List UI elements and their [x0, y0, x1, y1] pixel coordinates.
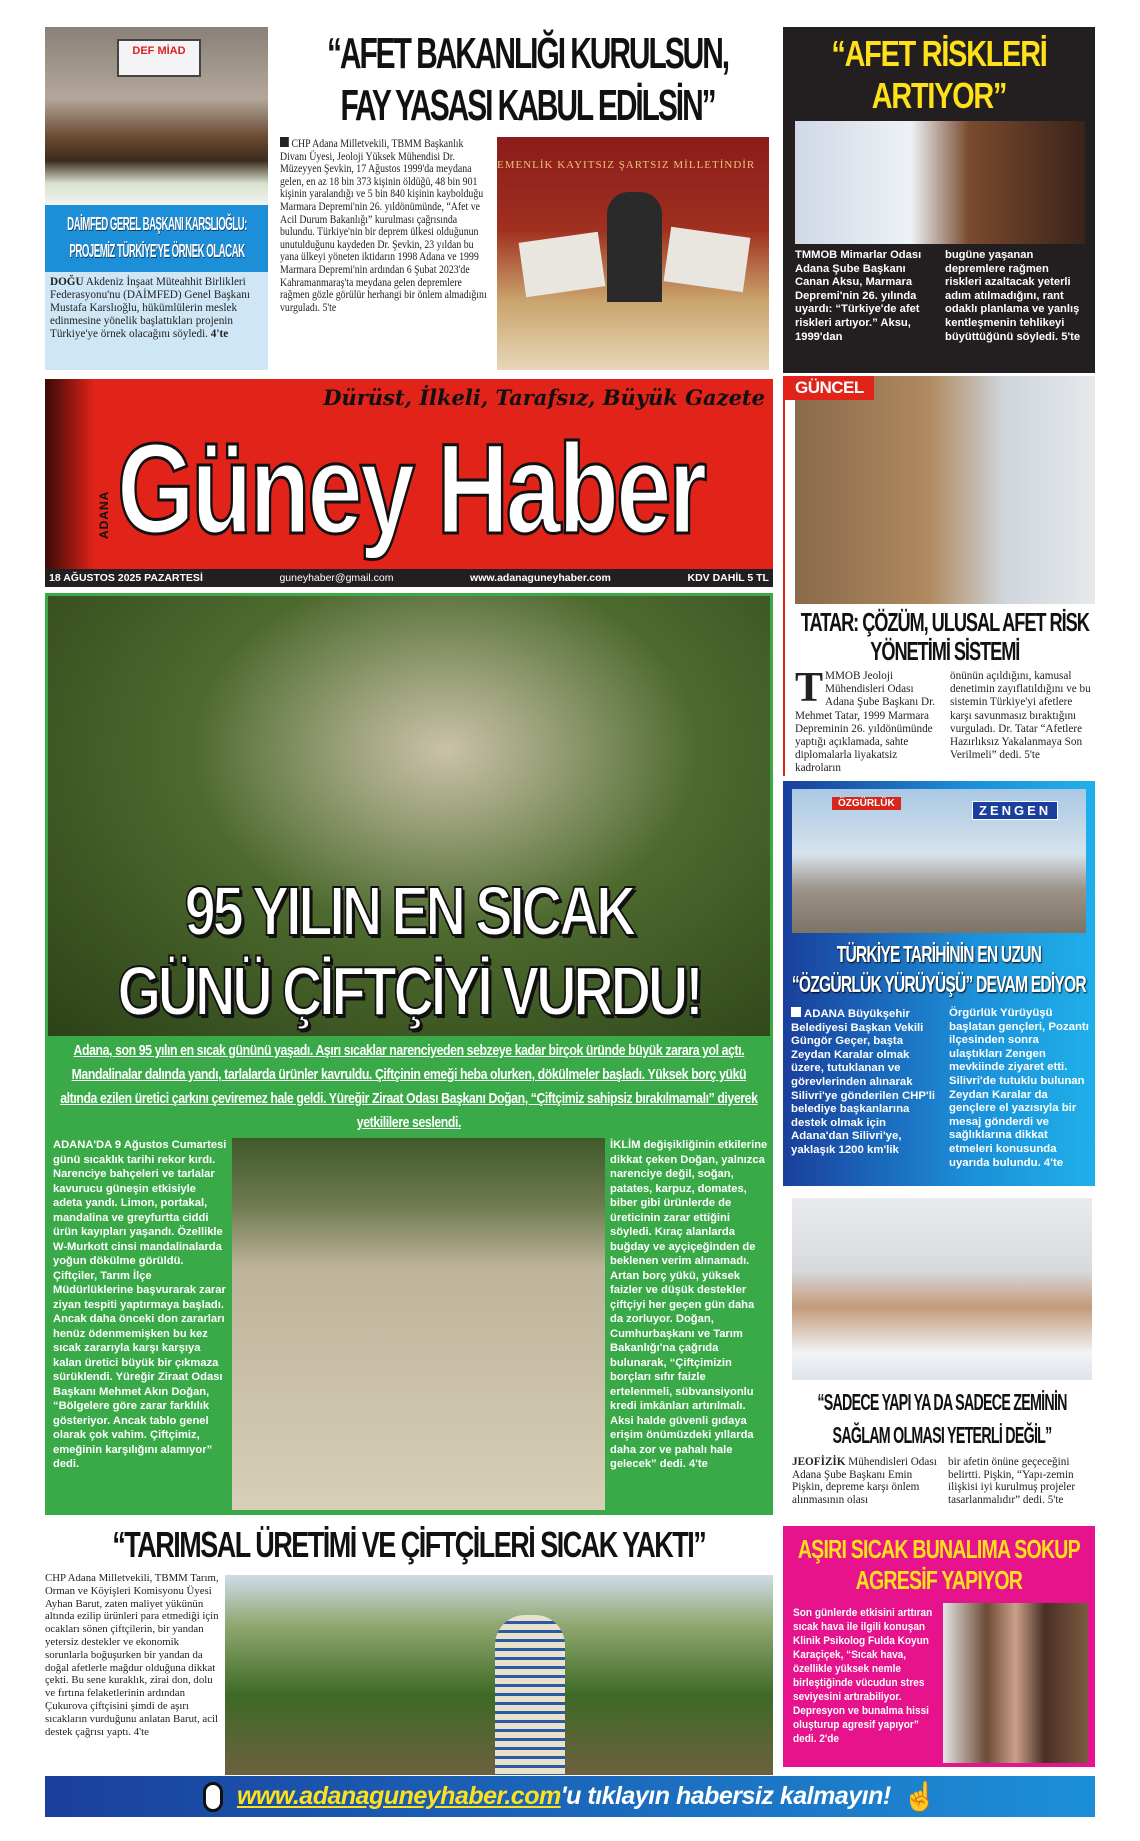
email-link[interactable]: guneyhaber@gmail.com: [279, 572, 394, 584]
slogan: Dürüst, İlkeli, Tarafsız, Büyük Gazete: [323, 385, 765, 410]
cursor-hand-icon: ☝: [902, 1781, 938, 1812]
aksu-photo: [795, 121, 1085, 244]
ataturk-silhouette: [45, 379, 95, 569]
barut-photo: [225, 1575, 773, 1775]
barut-article: CHP Adana Milletvekili, TBMM Tarım, Orman ve Köyişleri Komisyonu Üyesi Ayhan Barut, zaten maliyet yükünün altında ezilip ürünleri para etmediği için ocakları sönen çiftçilerin, bir yandan yetersiz destekler ve ekonomik sorunlarla boğuşurken bir yandan da doğal afetlerle mağdur olduğuna dikkat çekti. Bu sene kuraklık, zirai don, dolu ve fırtına felaketlerinin ardından Çukurova çiftçisini şimdi de aşırı sıcakların vurduğunu anlatan Barut, acil destek çağrısı yaptı. 4'te: [45, 1572, 219, 1738]
screen-text: DEF MİAD: [117, 39, 201, 77]
main-story: [45, 593, 773, 1515]
masthead: [45, 379, 773, 569]
zemin-headline: “SADECE YAPI YA DA SADECE ZEMİNİN SAĞLAM OLMASI YETERLİ DEĞİL”: [817, 1389, 1067, 1448]
zemin-col2: bir afetin önüne geçeceğini belirtti. Pişkin, “Yapı-zemin ilişkisi iyi kurulmuş projeler tasarlanmalıdır” dedi. 5'te: [948, 1456, 1076, 1506]
dry-field-photo: [232, 1138, 605, 1510]
psych-box: [783, 1526, 1095, 1767]
march-col2: Örgürlük Yürüyüşü başlatan gençleri, Pozantı ilçesinden sonra ulaştıkları Zengen mevkiinde ziyaret etti. Silivri'de tutuklu bulunan Zeydan Karalar da gençlere el yazısıyla bir mesaj gönderdi ve sağlıklarına dikkat etmeleri konusunda uyarıda bulundu. 4'te: [949, 1007, 1089, 1169]
zemin-col1: JEOFİZİK Mühendisleri Odası Adana Şube Başkanı Emin Pişkin, depreme karşı önlem alınmasının olası: [792, 1456, 937, 1506]
guncel-tag: GÜNCEL: [785, 376, 874, 400]
footer-site[interactable]: www.adanaguneyhaber.com: [236, 1782, 561, 1810]
footer-tail: 'u tıklayın habersiz kalmayın!: [560, 1782, 891, 1810]
parliament-banner: EMENLİK KAYITSIZ ŞARTSIZ MİLLETİNDİR: [497, 159, 756, 171]
masthead-strip: [45, 569, 773, 587]
newspaper-name: Güney Haber: [117, 418, 705, 561]
guncel-section: [783, 376, 1095, 776]
tatar-photo: [795, 376, 1095, 604]
website-link[interactable]: www.adanaguneyhaber.com: [470, 572, 611, 584]
tatar-col1: TMMOB Jeoloji Mühendisleri Odası Adana Şube Başkanı Dr. Mehmet Tatar, 1999 Marmara Depreminin 26. yıldönümünde yaptığı açıklamada, sahte diplomalarla liyakatsiz kadroların: [795, 665, 936, 775]
sevkin-article: CHP Adana Milletvekili, TBMM Başkanlık Divanı Üyesi, Jeoloji Yüksek Mühendisi Dr. Müzeyyen Şevkin, 17 Ağustos 1999'da meydana gelen, en az 18 bin 373 kişinin öldüğü, 48 bin 901 kişinin yaralandığı ve 5 bin 840 kişinin kaybolduğu Marmara Depremi'nin 26. yıldönümünde, “Afet ve Acil Durum Bakanlığı” kurulması çağrısında bulundu. Türkiye'nin bir deprem ülkesi olduğunun unutulduğunu kaydeden Dr. Şevkin, 23 yıldan bu yana ülkeyi yöneten iktidarın 1998 Adana ve 1999 Marmara Depremi'nin ardından 6 Şubat 2023'de Kahramanmaraş'ta meydana gelen depremlere rağmen gözle görülür herhangi bir önlem almadığını vurguladı. 5'te: [280, 138, 487, 314]
zengen-sign: ZENGEN: [972, 801, 1058, 820]
afet-riskleri-box: [783, 27, 1095, 373]
march-headline: TÜRKİYE TARİHİNİN EN UZUN “ÖZGÜRLÜK YÜRÜYÜŞÜ” DEVAM EDİYOR: [791, 941, 1086, 997]
sevkin-photo: [497, 137, 769, 370]
daimfed-photo: [45, 27, 268, 205]
karacicek-photo: [943, 1603, 1088, 1763]
main-col1: ADANA'DA 9 Ağustos Cumartesi günü sıcaklık tarihi rekor kırdı. Narenciye bahçeleri ve tarlalar kavurucu güneşin etkisiyle adeta yandı. Limon, portakal, mandalina ve greyfurtta ciddi ürün kayıpları yaşandı. Özellikle W-Murkott cinsi mandalinalarda yoğun dökülme görüldü. Çiftçiler, Tarım İlçe Müdürlüklerine başvurarak zarar ziyan tespiti yaptırmaya başladı. Ancak daha önceki don zararları henüz ödenmemişken bu kez sıcak zararıyla karşı karşıya kalan üretici büyük bir çıkmaza sürüklendi. Yüreğir Ziraat Odası Başkanı Mehmet Akın Doğan, “Bölgelere göre zarar farklılık gösteriyor. Ancak tablo genel olarak çok vahim. Çiftçimiz, emeğinin karşılığını alamıyor” dedi.: [53, 1139, 227, 1470]
march-photo: [792, 789, 1086, 933]
mouse-icon: [203, 1782, 223, 1812]
main-col2: İKLİM değişikliğinin etkilerine dikkat çeken Doğan, yalnızca narenciye değil, soğan, patates, karpuz, domates, biber gibi ürünlerde de üreticinin zarar ettiğini söyledi. Kıraç alanlarda buğday ve ayçiçeğinden de beklenen verim alınamadı. Artan borç yükü, yüksek faizler ve düşük destekler çiftçiyi her geçen gün daha da zorluyor. Doğan, Cumhurbaşkanı ve Tarım Bakanlığı'na çağrıda bulunarak, “Çiftçimizin borçları sıfır faizle ertelenmeli, sübvansiyonlu kredi imkânları artırılmalı. Aksi halde güvenli gıdaya erişim önümüzdeki yıllarda daha zor ve pahalı hale gelecek” dedi. 4'te: [610, 1139, 768, 1470]
tarim-headline: “TARIMSAL ÜRETİMİ VE ÇİFTÇİLERİ SICAK YAKTI”: [112, 1524, 706, 1565]
tatar-headline: TATAR: ÇÖZÜM, ULUSAL AFET RİSK YÖNETİMİ SİSTEMİ: [800, 607, 1089, 666]
afet-riskleri-headline: “AFET RİSKLERİ ARTIYOR”: [831, 33, 1047, 116]
daimfed-headline: DAİMFED GEREL BAŞKANI KARSLIOĞLU: PROJEMİZ TÜRKİYE'YE ÖRNEK OLACAK: [67, 214, 247, 261]
price: KDV DAHİL 5 TL: [687, 572, 769, 584]
issue-date: 18 AĞUSTOS 2025 PAZARTESİ: [49, 572, 203, 584]
afet-bakanligi-headline: “AFET BAKANLIĞI KURULSUN, FAY YASASI KABUL EDİLSİN”: [326, 29, 729, 130]
march-col1: ADANA Büyükşehir Belediyesi Başkan Vekili Güngör Geçer, başta Zeydan Karalar olmak üzere, tutuklanan ve görevlerinden alınarak Silivri'ye gönderilen CHP'li belediye başkanlarına destek olmak için Adana'dan Silivri'ye, yaklaşık 1200 km'lik: [791, 1008, 936, 1156]
aksu-col1: TMMOB Mimarlar Odası Adana Şube Başkanı Canan Aksu, Marmara Depremi'nin 26. yılında uyardı: “Türkiye'de afet riskleri artıyor.” Aksu, 1999'dan: [795, 249, 922, 343]
psych-body: Son günlerde etkisini arttıran sıcak hava ile ilgili konuşan Klinik Psikolog Fulda Koyun Karaçiçek, “Sıcak hava, özellikle yüksek nemle birleştiğinde vücudun stres seviyesini artırabiliyor. Depresyon ve bunalma hissi oluşturup agresif yapıyor” dedi. 2'de: [793, 1607, 933, 1745]
march-banner: ÖZGÜRLÜK: [832, 797, 901, 810]
tatar-col2: önünün açıldığını, kamusal denetimin zayıflatıldığını ve bu sistemin Türkiye'yi afetlere karşı savunmasız bıraktığını vurguladı. Dr. Tatar “Afetlere Hazırlıksız Yakalanmaya Son Verilmeli” dedi. 5'te: [950, 670, 1091, 762]
psych-headline: AŞIRI SICAK BUNALIMA SOKUP AGRESİF YAPIYOR: [797, 1534, 1080, 1595]
aksu-col2: bugüne yaşanan depremlere rağmen riskleri azaltacak yeterli adım atılmadığını, rant odaklı planlama ve yanlış kentleşmenin tehlikeyi büyüttüğünü söyledi. 5'te: [945, 249, 1081, 343]
main-headline: 95 YILIN EN SICAK GÜNÜ ÇİFTÇİYİ VURDU!: [117, 872, 701, 1030]
daimfed-body: DOĞU Akdeniz İnşaat Müteahhit Birlikleri Federasyonu'nu (DAİMFED) Genel Başkanı Mustafa Karslıoğlu, hükümlülerin meslek edinmesine yönelik başlattıkları projenin Türkiye'ye örnek olacağını söyledi. 4'te: [45, 272, 268, 370]
ozgurluk-yuruyusu-box: [783, 781, 1095, 1186]
website-banner[interactable]: [45, 1776, 1095, 1817]
city-label: ADANA: [97, 490, 111, 539]
piskin-photo: [792, 1198, 1092, 1380]
daimfed-headline-box: [45, 205, 268, 272]
main-summary: Adana, son 95 yılın en sıcak gününü yaşadı. Aşırı sıcaklar narenciyeden sebzeye kadar birçok üründe büyük zarara yol açtı. Mandalinalar dalında yandı, tarlalarda ürünler kavruldu. Çiftçinin emeği heba olurken, dökülmeler başladı. Yüksek borç yükü altında ezilen üretici çarkını çeviremez hale geldi. Yüreğir Ziraat Odası Başkanı Doğan, “Çiftçimiz sahipsiz bırakılmamalı” diyerek yetkililere seslendi.: [60, 1042, 758, 1131]
